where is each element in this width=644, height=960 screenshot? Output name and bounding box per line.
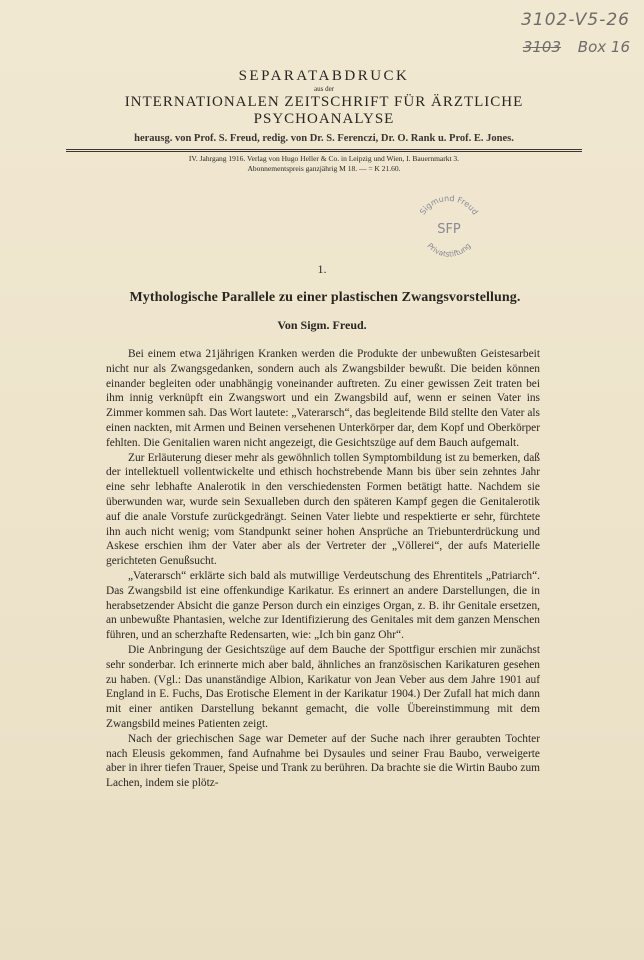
reprint-header	[60, 68, 588, 174]
archive-number-handwritten: 3102-V5-26	[521, 10, 630, 30]
publisher-line: IV. Jahrgang 1916. Verlag von Hugo Heller & Co. in Leipzig und Wien, I. Bauernmarkt 3.	[188, 154, 460, 163]
stamp-top-text: Sigmund Freud	[418, 193, 480, 217]
paragraph: „Vaterarsch“ erklärte sich bald als mutwillige Verdeutschung des Ehrentitels „Patriarch“. Das Zwangsbild ist eine offenkundige Karikatur. Es erinnert an andere Darstellungen, die in herabsetzender Absicht die ganze Person durch ein einziges Organ, z. B. ihr Genitale ersetzen, an unbewußte Phantasien, welche zur Identifizierung des Genitales mit dem ganzen Menschen führen, und an scherzhafte Redensarten, wie: „Ich bin ganz Ohr“.	[106, 569, 540, 642]
box-label: Box 16	[577, 38, 630, 56]
sfp-stamp	[408, 186, 490, 268]
header-title: SEPARATABDRUCK	[238, 68, 410, 84]
crossed-number: 3103	[522, 38, 562, 56]
stamp-bottom-text: Privatstiftung	[425, 241, 473, 259]
header-rule	[66, 149, 582, 152]
stamp-center-text: SFP	[437, 222, 461, 237]
article-body	[106, 347, 540, 791]
article-title: Mythologische Parallele zu einer plastischen Zwangsvorstellung.	[129, 290, 521, 305]
svg-text:Privatstiftung	[425, 241, 472, 259]
journal-name: INTERNATIONALEN ZEITSCHRIFT FÜR ÄRZTLICHE PSYCHOANALYSE	[124, 94, 524, 127]
box-number-handwritten	[523, 38, 630, 56]
stamp-graphic	[408, 186, 490, 268]
subscription-line: Abonnementspreis ganzjährig M 18. — = K 21.60.	[247, 164, 401, 173]
paragraph: Die Anbringung der Gesichtszüge auf dem Bauche der Spottfigur erschien mir zunächst sehr sonderbar. Ich erinnerte mich aber bald, ähnliches an französischen Karikaturen gesehen zu haben. (Vgl.: Das unanständige Albion, Karikatur von Jean Veber aus dem Jahre 1901 auf England in E. Fuchs, Das Erotische Element in der Karikatur 1904.) Der Zufall hat mich dann mit einer antiken Darstellung bekannt gemacht, die volle Übereinstimmung mit dem Zwangsbild meines Patienten zeigt.	[106, 643, 540, 730]
svg-text:Sigmund Freud	[418, 194, 480, 216]
paragraph: Bei einem etwa 21jährigen Kranken werden die Produkte der unbewußten Geistesarbeit nicht nur als Zwangsgedanken, sondern auch als Zwangsbilder bewußt. Die beiden können einander begleiten oder unabhängig voneinander auftreten. Zu einer gewissen Zeit traten bei ihm innig verknüpft ein Zwangswort und ein Zwangsbild auf, wenn er seinen Vater ins Zimmer kommen sah. Das Wort lautete: „Vaterarsch“, das begleitende Bild stellte den Vater als einen nackten, mit Armen und Beinen versehenen Unterkörper dar, dem Kopf und Oberkörper fehlten. Die Genitalien waren nicht angezeigt, die Gesichtszüge auf dem Bauch aufgemalt.	[106, 348, 540, 449]
paragraph: Zur Erläuterung dieser mehr als gewöhnlich tollen Symptombildung ist zu bemerken, daß der intellektuell vollentwickelte und ethisch hochstrebende Mann bis über sein zehntes Jahr eine sehr lebhafte Analerotik in den verschiedensten Formen betätigt hatte. Nachdem sie überwunden war, wurde sein Sexualleben durch den späteren Kampf gegen die Genitalerotik auf die anale Vorstufe zurückgedrängt. Seinen Vater liebte und respektierte er sehr, fürchtete ihn auch nicht wenig; vom Standpunkt seiner hohen Ansprüche an Triebunterdrückung und Askese erschien ihm der Vater aber als der Vertreter der „Völlerei“, der aufs Materielle gerichteten Genußsucht.	[106, 451, 540, 568]
article-number: 1.	[317, 262, 327, 276]
header-aus: aus der	[313, 85, 335, 93]
paragraph: Nach der griechischen Sage war Demeter auf der Suche nach ihrer geraubten Tochter nach Eleusis gekommen, fand Aufnahme bei Dysaules und seiner Frau Baubo, verweigerte aber in ihrer tiefen Trauer, Speise und Trank zu berühren. Da brachte sie die Wirtin Baubo zum Lachen, indem sie plötz-	[106, 732, 540, 790]
journal-editors: herausg. von Prof. S. Freud, redig. von Dr. S. Ferenczi, Dr. O. Rank u. Prof. E. Jones.	[134, 133, 514, 144]
article-author: Von Sigm. Freud.	[277, 318, 367, 332]
